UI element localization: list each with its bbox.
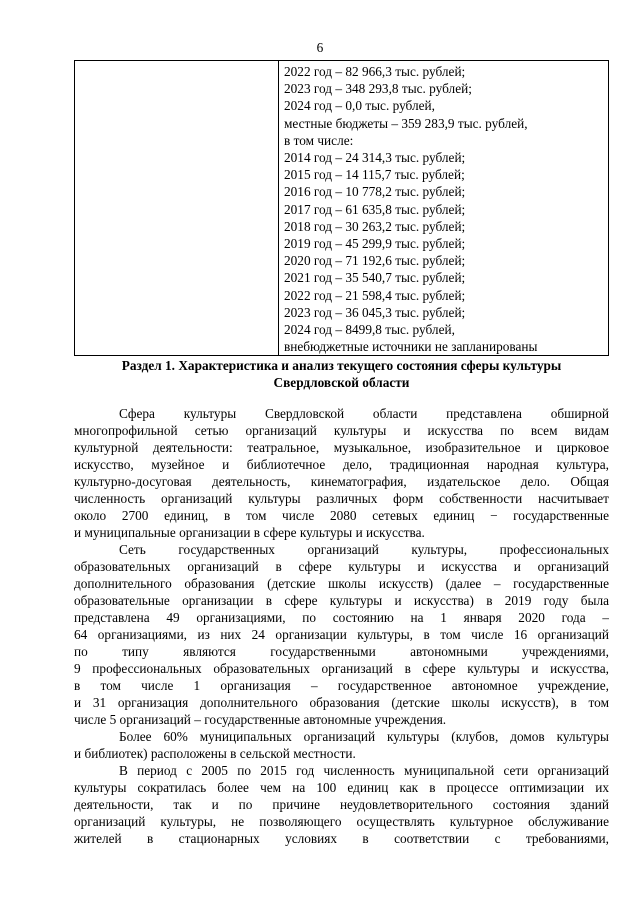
budget-line: 2024 год – 0,0 тыс. рублей, [284, 98, 435, 114]
budget-line: 2017 год – 61 635,8 тыс. рублей; [284, 201, 466, 217]
budget-line: 2023 год – 348 293,8 тыс. рублей; [284, 81, 472, 97]
paragraph-line: жителей в стационарных условиях в соответствии с требованиями, [74, 831, 609, 846]
section-title-line: Свердловской области [273, 375, 410, 390]
paragraph-line: культурной деятельности: театральное, музыкальное, изобразительное и цирковое [74, 440, 609, 455]
paragraph-line: представлена 49 организациями, по состоянию на 1 января 2020 года – [74, 610, 609, 625]
budget-line: внебюджетные источники не запланированы [284, 339, 538, 355]
paragraph-line: численность организаций культуры различных форм собственности насчитывает [74, 491, 609, 506]
budget-table-right-cell [279, 61, 609, 356]
section-title-line: Раздел 1. Характеристика и анализ текущего состояния сферы культуры [121, 358, 562, 373]
budget-line: местные бюджеты – 359 283,9 тыс. рублей, [284, 115, 528, 131]
paragraph-line: по типу являются государственными автономными учреждениями, [74, 644, 609, 659]
paragraph-line: числе 5 организаций – государственные автономные учреждения. [74, 712, 447, 727]
page-number: 6 [316, 40, 324, 55]
budget-table [74, 60, 609, 356]
budget-line: в том числе: [284, 132, 354, 148]
budget-table-left-cell [75, 61, 279, 356]
paragraph-line: культурно-досуговая деятельность, кинематография, издательское дело. Общая [74, 474, 609, 489]
paragraph-line: Сеть государственных организаций культуры, профессиональных [119, 542, 609, 557]
budget-line: 2024 год – 8499,8 тыс. рублей, [284, 322, 455, 338]
budget-line: 2023 год – 36 045,3 тыс. рублей; [284, 304, 466, 320]
paragraph-line: культуры сократилась более чем на 100 единиц как в процессе оптимизации их [74, 780, 609, 795]
paragraph-line: дополнительного образования (детские школы искусств) (далее – государственные [74, 576, 609, 591]
budget-line: 2022 год – 82 966,3 тыс. рублей; [284, 64, 466, 79]
paragraph-line: организаций культуры, не позволяющего осуществлять культурное обслуживание [74, 814, 609, 829]
paragraph-line: многопрофильной сетью организаций культуры и искусства по всем видам [74, 423, 609, 438]
paragraph-line: В период с 2005 по 2015 год численность муниципальной сети организаций [119, 763, 609, 778]
paragraph-line: Сфера культуры Свердловской области представлена обширной [119, 406, 609, 421]
budget-line: 2019 год – 45 299,9 тыс. рублей; [284, 236, 466, 252]
paragraph-line: 9 профессиональных образовательных организаций в сфере культуры и искусства, [74, 661, 609, 676]
paragraph-line: в том числе 1 организация – государственное автономное учреждение, [74, 678, 609, 693]
paragraph-line: около 2700 единиц, в том числе 2080 сетевых единиц − государственные [74, 508, 609, 523]
budget-line: 2015 год – 14 115,7 тыс. рублей; [284, 167, 465, 183]
budget-line: 2016 год – 10 778,2 тыс. рублей; [284, 184, 466, 200]
paragraph-line: и библиотек) расположены в сельской местности. [74, 746, 356, 761]
budget-line: 2018 год – 30 263,2 тыс. рублей; [284, 218, 466, 234]
section-title [74, 357, 609, 391]
paragraph-line: и муниципальные организации в сфере культуры и искусства. [74, 525, 425, 540]
budget-line: 2014 год – 24 314,3 тыс. рублей; [284, 150, 466, 166]
paragraph-line: искусство, музейное и библиотечное дело, традиционная народная культура, [74, 457, 609, 472]
budget-table-row [75, 61, 609, 356]
paragraph-line: 64 организациями, из них 24 организации культуры, в том числе 16 организаций [74, 627, 609, 642]
paragraph-line: образовательных организаций в сфере культуры и искусства и организаций [74, 559, 609, 574]
paragraph-line: деятельности, так и по причине неудовлетворительного состояния зданий [74, 797, 609, 812]
paragraph-line: образовательные организации в сфере культуры и искусства) в 2019 году была [74, 593, 609, 608]
paragraph-line: и 31 организация дополнительного образования (детские школы искусств), в том [74, 695, 609, 710]
paragraph-line: Более 60% муниципальных организаций культуры (клубов, домов культуры [119, 729, 609, 744]
budget-line: 2020 год – 71 192,6 тыс. рублей; [284, 253, 466, 269]
body-text [74, 405, 609, 847]
budget-line: 2021 год – 35 540,7 тыс. рублей; [284, 270, 466, 286]
budget-line: 2022 год – 21 598,4 тыс. рублей; [284, 287, 466, 303]
